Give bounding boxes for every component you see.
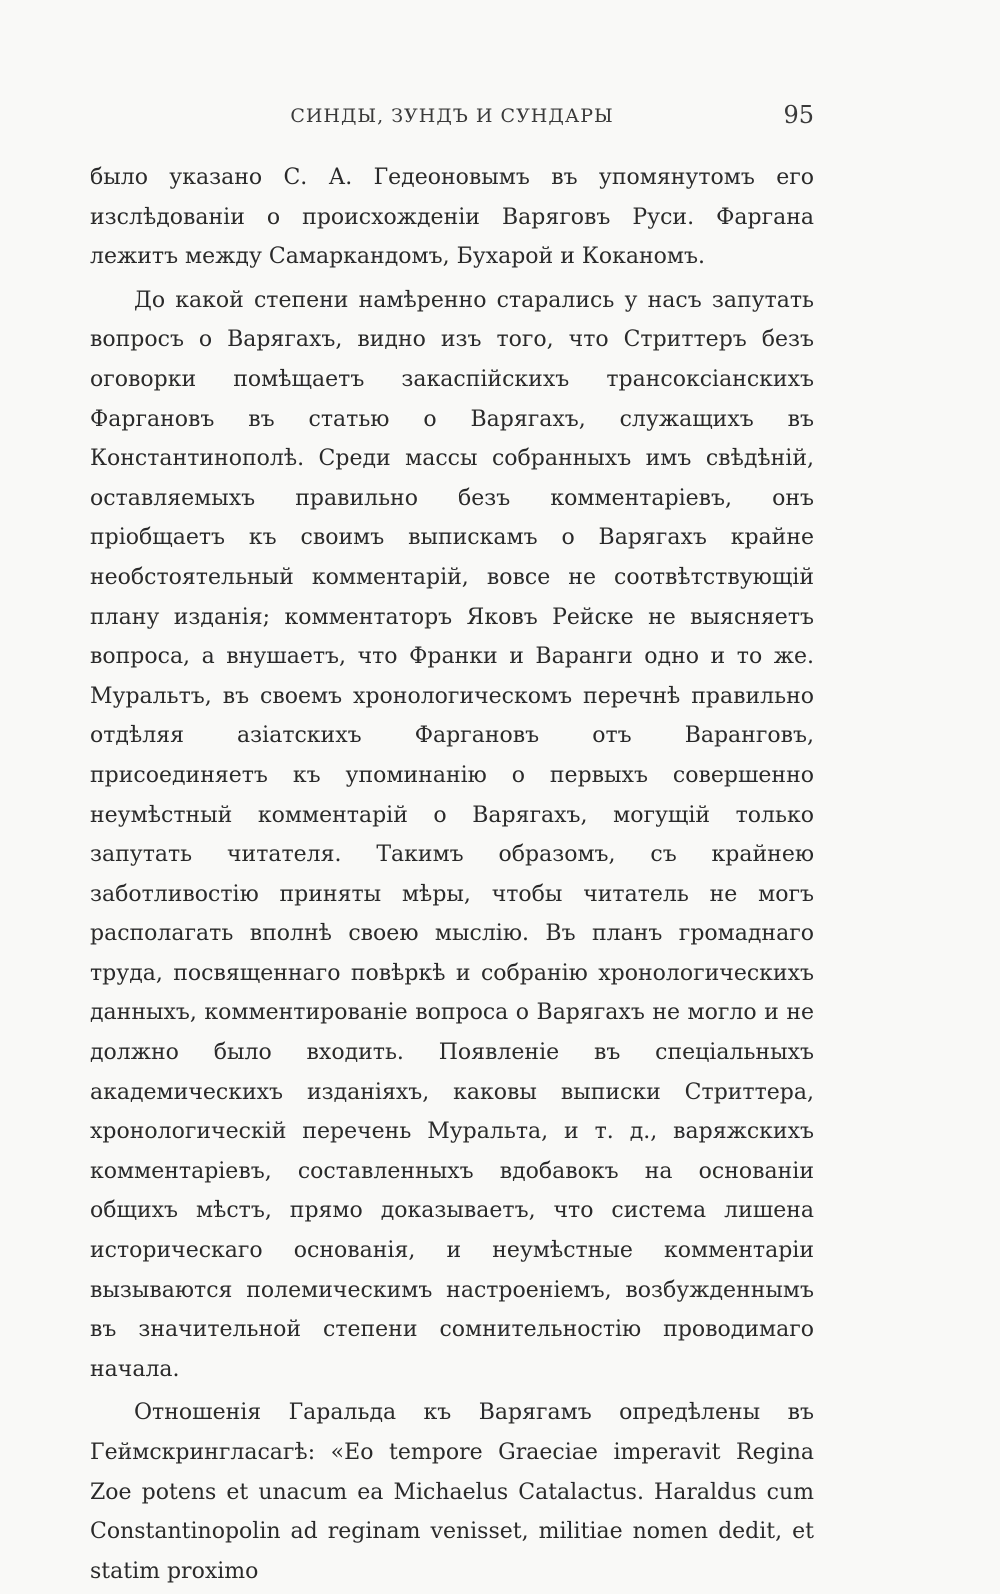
paragraph-harald: Отношенія Гаральда къ Варягамъ опредѣлены въ Геймскрингласагѣ: «Eo tempore Graeciae imperavit Regina Zoe potens et unacum ea Michaelus Catalactus. Haraldus cum Constantinopolin ad reginam venisset, militiae nomen dedit, et statim proximo bbox=[90, 1400, 814, 1584]
body-text bbox=[90, 158, 814, 1591]
page-number: 95 bbox=[783, 101, 814, 129]
paragraph-continuation: было указано С. А. Гедеоновымъ въ упомянутомъ его изслѣдованіи о происхожденіи Варяговъ Руси. Фаргана лежитъ между Самаркандомъ, Бухарой и Коканомъ. bbox=[90, 165, 814, 270]
running-title: СИНДЫ, ЗУНДЪ И СУНДАРЫ bbox=[290, 105, 614, 127]
running-head bbox=[90, 101, 814, 135]
paragraph-varangian-commentary: До какой степени намѣренно старались у насъ запутать вопросъ о Варягахъ, видно изъ того, что Стриттеръ безъ оговорки помѣщаетъ закаспійскихъ трансоксіанскихъ Фаргановъ въ статью о Варягахъ, служащихъ въ Константинополѣ. Среди массы собранныхъ имъ свѣдѣній, оставляемыхъ правильно безъ комментаріевъ, онъ пріобщаетъ къ своимъ выпискамъ о Варягахъ крайне необстоятельный комментарій, вовсе не соотвѣтствующій плану изданія; комментаторъ Яковъ Рейске не выясняетъ вопроса, а внушаетъ, что Франки и Варанги одно и то же. Муральтъ, въ своемъ хронологическомъ перечнѣ правильно отдѣляя азіатскихъ Фаргановъ отъ Варанговъ, присоединяетъ къ упоминанію о первыхъ совершенно неумѣстный комментарій о Варягахъ, могущій только запутать читателя. Такимъ образомъ, съ крайнею заботливостію приняты мѣры, чтобы читатель не могъ располагать вполнѣ своею мыслію. Въ планъ громаднаго труда, посвященнаго повѣркѣ и собранію хронологическихъ данныхъ, комментированіе вопроса о Варягахъ не могло и не должно было входить. Появленіе въ спеціальныхъ академическихъ изданіяхъ, каковы выписки Стриттера, хронологическій перечень Муральта, и т. д., варяжскихъ комментаріевъ, составленныхъ вдобавокъ на основаніи общихъ мѣстъ, прямо доказываетъ, что система лишена историческаго основанія, и неумѣстные комментаріи вызываются полемическимъ настроеніемъ, возбужденнымъ въ значительной степени сомнительностію проводимаго начала. bbox=[90, 287, 814, 1382]
